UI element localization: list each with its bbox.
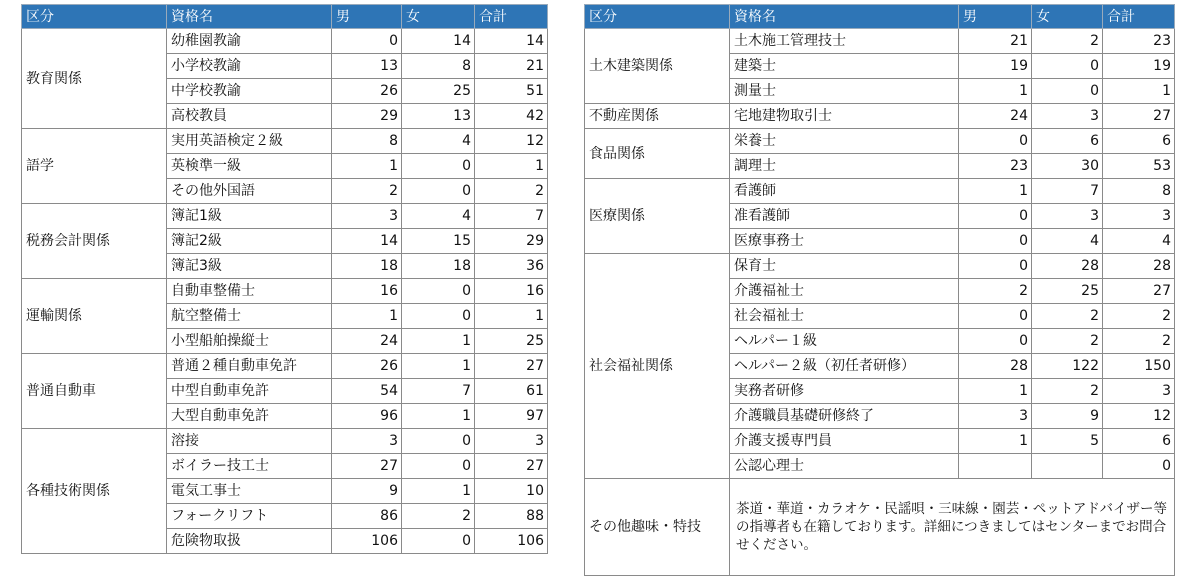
female-count: 122 — [1032, 354, 1103, 379]
qualification-name: 宅地建物取引士 — [730, 104, 959, 129]
category-cell: 社会福祉関係 — [585, 254, 730, 479]
male-count: 9 — [332, 479, 402, 504]
table-row — [585, 29, 1175, 54]
qualification-name: 中型自動車免許 — [167, 379, 332, 404]
female-count: 18 — [402, 254, 475, 279]
total-count: 1 — [475, 304, 548, 329]
total-count: 27 — [1103, 104, 1175, 129]
total-count: 1 — [1103, 79, 1175, 104]
male-count: 28 — [959, 354, 1032, 379]
qualification-name: 土木施工管理技士 — [730, 29, 959, 54]
female-count: 25 — [402, 79, 475, 104]
header-female: 女 — [1032, 5, 1103, 29]
female-count: 7 — [1032, 179, 1103, 204]
male-count: 0 — [959, 254, 1032, 279]
qualification-name: 実用英語検定２級 — [167, 129, 332, 154]
total-count: 0 — [1103, 454, 1175, 479]
female-count: 2 — [402, 504, 475, 529]
qualification-name: ヘルパー１級 — [730, 329, 959, 354]
qualification-name: 実務者研修 — [730, 379, 959, 404]
male-count: 19 — [959, 54, 1032, 79]
female-count: 0 — [402, 279, 475, 304]
male-count — [959, 454, 1032, 479]
table-row — [22, 354, 548, 379]
qualification-name: 高校教員 — [167, 104, 332, 129]
female-count: 1 — [402, 404, 475, 429]
qualification-name: 看護師 — [730, 179, 959, 204]
female-count: 30 — [1032, 154, 1103, 179]
male-count: 86 — [332, 504, 402, 529]
female-count: 2 — [1032, 329, 1103, 354]
female-count: 1 — [402, 354, 475, 379]
qualification-name: 建築士 — [730, 54, 959, 79]
female-count: 0 — [1032, 54, 1103, 79]
female-count: 1 — [402, 479, 475, 504]
male-count: 54 — [332, 379, 402, 404]
total-count: 61 — [475, 379, 548, 404]
header-total: 合計 — [475, 5, 548, 29]
total-count: 27 — [475, 354, 548, 379]
male-count: 1 — [959, 179, 1032, 204]
male-count: 18 — [332, 254, 402, 279]
male-count: 16 — [332, 279, 402, 304]
male-count: 3 — [332, 204, 402, 229]
total-count: 51 — [475, 79, 548, 104]
table-row — [22, 429, 548, 454]
total-count: 3 — [1103, 204, 1175, 229]
total-count: 4 — [1103, 229, 1175, 254]
female-count: 7 — [402, 379, 475, 404]
male-count: 29 — [332, 104, 402, 129]
total-count: 2 — [1103, 329, 1175, 354]
category-cell: 教育関係 — [22, 29, 167, 129]
female-count: 9 — [1032, 404, 1103, 429]
qualification-name: 准看護師 — [730, 204, 959, 229]
total-count: 23 — [1103, 29, 1175, 54]
table-row — [22, 279, 548, 304]
category-cell: 税務会計関係 — [22, 204, 167, 279]
qualification-name: 普通２種自動車免許 — [167, 354, 332, 379]
qualification-name: 介護職員基礎研修終了 — [730, 404, 959, 429]
female-count: 1 — [402, 329, 475, 354]
qualification-name: 医療事務士 — [730, 229, 959, 254]
male-count: 3 — [959, 404, 1032, 429]
male-count: 1 — [332, 304, 402, 329]
female-count: 4 — [402, 204, 475, 229]
qualification-name: 溶接 — [167, 429, 332, 454]
qualification-name: 栄養士 — [730, 129, 959, 154]
male-count: 23 — [959, 154, 1032, 179]
male-count: 1 — [959, 379, 1032, 404]
total-count: 106 — [475, 529, 548, 554]
male-count: 26 — [332, 79, 402, 104]
other-note: 茶道・華道・カラオケ・民謡唄・三味線・園芸・ペットアドバイザー等の指導者も在籍しております。詳細につきましてはセンターまでお問合せください。 — [730, 479, 1175, 576]
female-count: 2 — [1032, 304, 1103, 329]
header-female: 女 — [402, 5, 475, 29]
male-count: 2 — [332, 179, 402, 204]
header-male: 男 — [332, 5, 402, 29]
total-count: 14 — [475, 29, 548, 54]
qualification-name: 英検準一級 — [167, 154, 332, 179]
total-count: 3 — [475, 429, 548, 454]
male-count: 26 — [332, 354, 402, 379]
qualification-name: ヘルパー２級（初任者研修） — [730, 354, 959, 379]
female-count — [1032, 454, 1103, 479]
qualification-name: 簿記2級 — [167, 229, 332, 254]
male-count: 0 — [959, 329, 1032, 354]
category-cell-other: その他趣味・特技 — [585, 479, 730, 576]
female-count: 4 — [1032, 229, 1103, 254]
total-count: 27 — [475, 454, 548, 479]
total-count: 7 — [475, 204, 548, 229]
qualification-name: ボイラー技工士 — [167, 454, 332, 479]
male-count: 0 — [332, 29, 402, 54]
female-count: 2 — [1032, 379, 1103, 404]
total-count: 150 — [1103, 354, 1175, 379]
total-count: 16 — [475, 279, 548, 304]
male-count: 24 — [332, 329, 402, 354]
total-count: 12 — [1103, 404, 1175, 429]
table-row — [585, 104, 1175, 129]
qualification-name: 電気工事士 — [167, 479, 332, 504]
category-cell: 食品関係 — [585, 129, 730, 179]
female-count: 3 — [1032, 204, 1103, 229]
male-count: 8 — [332, 129, 402, 154]
other-row — [585, 479, 1175, 576]
male-count: 0 — [959, 304, 1032, 329]
female-count: 3 — [1032, 104, 1103, 129]
qualification-name: 簿記3級 — [167, 254, 332, 279]
total-count: 29 — [475, 229, 548, 254]
male-count: 106 — [332, 529, 402, 554]
male-count: 14 — [332, 229, 402, 254]
header-male: 男 — [959, 5, 1032, 29]
male-count: 96 — [332, 404, 402, 429]
female-count: 0 — [1032, 79, 1103, 104]
male-count: 0 — [959, 229, 1032, 254]
table-row — [22, 129, 548, 154]
qualification-name: 大型自動車免許 — [167, 404, 332, 429]
male-count: 3 — [332, 429, 402, 454]
total-count: 19 — [1103, 54, 1175, 79]
male-count: 2 — [959, 279, 1032, 304]
female-count: 15 — [402, 229, 475, 254]
category-cell: 土木建築関係 — [585, 29, 730, 104]
qualification-name: 自動車整備士 — [167, 279, 332, 304]
table-header-row — [22, 5, 548, 29]
total-count: 27 — [1103, 279, 1175, 304]
category-cell: 普通自動車 — [22, 354, 167, 429]
total-count: 42 — [475, 104, 548, 129]
male-count: 27 — [332, 454, 402, 479]
qualification-name: 保育士 — [730, 254, 959, 279]
header-qualification: 資格名 — [167, 5, 332, 29]
female-count: 0 — [402, 304, 475, 329]
male-count: 1 — [332, 154, 402, 179]
total-count: 3 — [1103, 379, 1175, 404]
female-count: 14 — [402, 29, 475, 54]
female-count: 6 — [1032, 129, 1103, 154]
category-cell: 各種技術関係 — [22, 429, 167, 554]
qualification-name: 社会福祉士 — [730, 304, 959, 329]
qualification-name: 小学校教諭 — [167, 54, 332, 79]
table-row — [585, 129, 1175, 154]
female-count: 13 — [402, 104, 475, 129]
male-count: 1 — [959, 79, 1032, 104]
total-count: 25 — [475, 329, 548, 354]
total-count: 8 — [1103, 179, 1175, 204]
table-row — [22, 29, 548, 54]
category-cell: 不動産関係 — [585, 104, 730, 129]
male-count: 1 — [959, 429, 1032, 454]
total-count: 6 — [1103, 429, 1175, 454]
header-category: 区分 — [585, 5, 730, 29]
table-row — [22, 204, 548, 229]
category-cell: 医療関係 — [585, 179, 730, 254]
female-count: 25 — [1032, 279, 1103, 304]
total-count: 6 — [1103, 129, 1175, 154]
qualification-table-right — [584, 4, 1175, 576]
total-count: 97 — [475, 404, 548, 429]
female-count: 0 — [402, 179, 475, 204]
total-count: 10 — [475, 479, 548, 504]
male-count: 13 — [332, 54, 402, 79]
header-category: 区分 — [22, 5, 167, 29]
header-qualification: 資格名 — [730, 5, 959, 29]
qualification-name: 調理士 — [730, 154, 959, 179]
total-count: 36 — [475, 254, 548, 279]
male-count: 24 — [959, 104, 1032, 129]
qualification-table-left — [21, 4, 548, 554]
male-count: 0 — [959, 204, 1032, 229]
header-total: 合計 — [1103, 5, 1175, 29]
qualification-name: 介護支援専門員 — [730, 429, 959, 454]
male-count: 21 — [959, 29, 1032, 54]
total-count: 12 — [475, 129, 548, 154]
female-count: 28 — [1032, 254, 1103, 279]
total-count: 2 — [1103, 304, 1175, 329]
qualification-name: 幼稚園教諭 — [167, 29, 332, 54]
category-cell: 語学 — [22, 129, 167, 204]
total-count: 21 — [475, 54, 548, 79]
qualification-name: 小型船舶操縦士 — [167, 329, 332, 354]
table-row — [585, 179, 1175, 204]
total-count: 2 — [475, 179, 548, 204]
male-count: 0 — [959, 129, 1032, 154]
female-count: 2 — [1032, 29, 1103, 54]
female-count: 4 — [402, 129, 475, 154]
female-count: 0 — [402, 454, 475, 479]
qualification-name: その他外国語 — [167, 179, 332, 204]
female-count: 5 — [1032, 429, 1103, 454]
total-count: 28 — [1103, 254, 1175, 279]
qualification-name: 介護福祉士 — [730, 279, 959, 304]
qualification-name: フォークリフト — [167, 504, 332, 529]
qualification-name: 公認心理士 — [730, 454, 959, 479]
qualification-name: 中学校教諭 — [167, 79, 332, 104]
total-count: 88 — [475, 504, 548, 529]
total-count: 53 — [1103, 154, 1175, 179]
table-header-row — [585, 5, 1175, 29]
female-count: 8 — [402, 54, 475, 79]
qualification-name: 航空整備士 — [167, 304, 332, 329]
female-count: 0 — [402, 429, 475, 454]
category-cell: 運輸関係 — [22, 279, 167, 354]
qualification-name: 危険物取扱 — [167, 529, 332, 554]
total-count: 1 — [475, 154, 548, 179]
qualification-name: 簿記1級 — [167, 204, 332, 229]
female-count: 0 — [402, 154, 475, 179]
table-row — [585, 254, 1175, 279]
female-count: 0 — [402, 529, 475, 554]
qualification-name: 測量士 — [730, 79, 959, 104]
